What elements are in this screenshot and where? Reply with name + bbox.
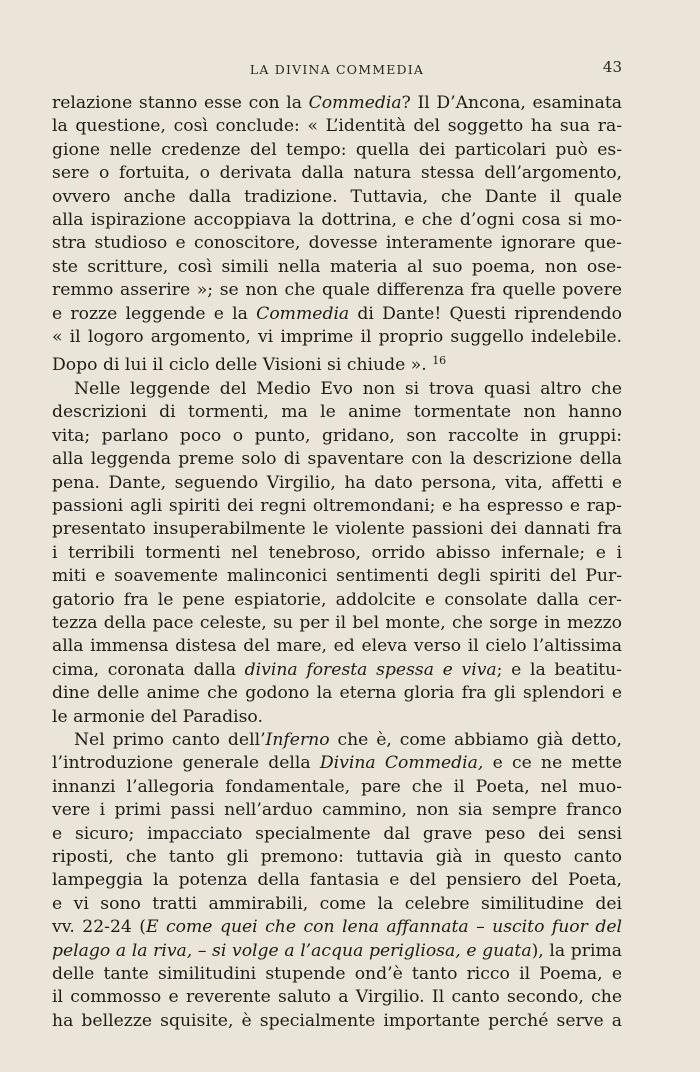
italic-text: Divina Commedia, [319, 753, 484, 774]
text-run: cima, coronata dalla [52, 659, 245, 680]
text-line [52, 729, 622, 752]
text-line [52, 186, 622, 209]
text-run: gatorio fra le pene espiatorie, addolcite e consolate dalla cer- [52, 589, 622, 610]
text-line [52, 162, 622, 185]
body-text [52, 92, 622, 1033]
text-run: Nel primo canto dell’ [74, 729, 266, 750]
text-line [52, 232, 622, 255]
text-line [52, 589, 622, 612]
text-line [52, 940, 622, 963]
text-line [52, 752, 622, 775]
text-line [52, 401, 622, 424]
text-line [52, 303, 622, 326]
text-run: Dopo di lui il ciclo delle Visioni si chiude ». [52, 355, 433, 376]
text-line [52, 349, 622, 377]
text-run: presentato insuperabilmente le violente passioni dei dannati fra [52, 519, 622, 540]
paragraph [52, 92, 622, 378]
text-run: l’introduzione generale della [52, 753, 320, 774]
text-line [52, 425, 622, 448]
text-line [52, 1010, 622, 1033]
text-run: ovvero anche dalla tradizione. Tuttavia, che Dante il quale [52, 186, 622, 207]
text-run: passioni agli spiriti dei regni oltremondani; e ha espresso e rap- [52, 495, 622, 516]
text-run: vita; parlano poco o punto, gridano, son raccolte in gruppi: [52, 425, 622, 446]
text-run: miti e soavemente malinconici sentimenti degli spiriti del Pur- [52, 566, 622, 587]
text-line [52, 706, 622, 729]
text-run: ), la prima [531, 940, 622, 961]
text-run: ha bellezze squisite, è specialmente importante perché serve a [52, 1010, 622, 1031]
text-run: gione nelle credenze del tempo: quella dei particolari può es- [52, 139, 622, 160]
italic-text: E come quei che con lena affannata – uscito fuor del [146, 917, 623, 938]
text-run: ? Il D’Ancona, esaminata [401, 93, 622, 113]
text-run: tezza della pace celeste, su per il bel monte, che sorge in mezzo [52, 612, 622, 633]
text-line [52, 115, 622, 138]
text-run: delle tante similitudini stupende ond’è tanto ricco il Poema, e [52, 964, 622, 985]
text-run: e ce ne mette [483, 753, 622, 774]
page-number: 43 [602, 58, 622, 76]
text-line [52, 823, 622, 846]
text-line [52, 448, 622, 471]
italic-text: pelago a la riva, – si volge a l’acqua perigliosa, e guata [52, 940, 532, 961]
text-line [52, 495, 622, 518]
text-run: e vi sono tratti ammirabili, come la celebre similitudine dei [52, 893, 622, 914]
text-run: riposti, che tanto gli premono: tuttavia già in questo canto [52, 847, 622, 867]
text-line [52, 846, 622, 869]
text-line [52, 326, 622, 349]
text-line [52, 565, 622, 588]
text-line [52, 986, 622, 1009]
footnote-marker: 16 [432, 354, 447, 368]
text-line [52, 776, 622, 799]
italic-text: divina foresta spessa e viva [244, 659, 497, 680]
text-run: il commosso e reverente saluto a Virgilio. Il canto secondo, che [52, 987, 622, 1008]
text-run: Nelle leggende del Medio Evo non si trova quasi altro che [74, 378, 622, 399]
page-header [52, 56, 622, 82]
text-run: la questione, così conclude: « L’identità del soggetto ha sua ra- [52, 116, 622, 137]
text-run: le armonie del Paradiso. [52, 706, 263, 727]
text-run: alla immensa distesa del mare, ed eleva verso il cielo l’altissima [52, 636, 622, 657]
text-line [52, 92, 622, 115]
text-line [52, 542, 622, 565]
italic-text: Commedia [308, 93, 402, 113]
text-run: pena. Dante, seguendo Virgilio, ha dato persona, vita, affetti e [52, 472, 622, 493]
text-run: alla ispirazione accoppiava la dottrina, e che d’ogni cosa si mo- [52, 210, 622, 231]
text-run: remmo asserire »; se non che quale differenza fra quelle povere [52, 280, 622, 301]
text-line [52, 472, 622, 495]
text-run: ste scritture, così simili nella materia al suo poema, non ose- [52, 256, 622, 277]
text-line [52, 963, 622, 986]
paragraph [52, 729, 622, 1033]
text-run: relazione stanno esse con la [52, 93, 309, 113]
text-run: « il logoro argomento, vi imprime il proprio suggello indelebile. [52, 327, 622, 348]
paragraph [52, 378, 622, 729]
text-run: ; e la beatitu- [496, 659, 622, 680]
text-run: descrizioni di tormenti, ma le anime tormentate non hanno [52, 402, 622, 423]
text-line [52, 612, 622, 635]
text-line [52, 869, 622, 892]
text-run: che è, come abbiamo già detto, [329, 729, 622, 750]
text-line [52, 139, 622, 162]
text-line [52, 518, 622, 541]
text-run: i terribili tormenti nel tenebroso, orrido abisso infernale; e i [52, 542, 622, 563]
text-run: alla leggenda preme solo di spaventare con la descrizione della [52, 449, 622, 470]
text-run: vere i primi passi nell’arduo cammino, non sia sempre franco [52, 800, 622, 821]
text-line [52, 256, 622, 279]
italic-text: Commedia [256, 303, 350, 324]
text-run: vv. 22-24 ( [52, 917, 147, 938]
italic-text: Inferno [265, 729, 330, 750]
text-run: lampeggia la potenza della fantasia e del pensiero del Poeta, [52, 870, 622, 891]
text-run: di Dante! Questi riprendendo [349, 303, 622, 324]
text-line [52, 659, 622, 682]
text-run: stra studioso e conoscitore, dovesse interamente ignorare que- [52, 233, 622, 254]
text-line [52, 799, 622, 822]
text-run: dine delle anime che godono la eterna gloria fra gli splendori e [52, 683, 622, 704]
text-line [52, 209, 622, 232]
text-line [52, 682, 622, 705]
text-line [52, 635, 622, 658]
text-line [52, 279, 622, 302]
text-line [52, 378, 622, 401]
text-run: e sicuro; impacciato specialmente dal grave peso dei sensi [52, 823, 622, 844]
running-title: LA DIVINA COMMEDIA [249, 62, 425, 77]
text-run: e rozze leggende e la [52, 303, 257, 324]
text-line [52, 893, 622, 916]
text-run: sere o fortuita, o derivata dalla natura stessa dell’argomento, [52, 163, 622, 184]
text-run: innanzi l’allegoria fondamentale, pare che il Poeta, nel muo- [52, 776, 622, 797]
text-line [52, 916, 622, 939]
